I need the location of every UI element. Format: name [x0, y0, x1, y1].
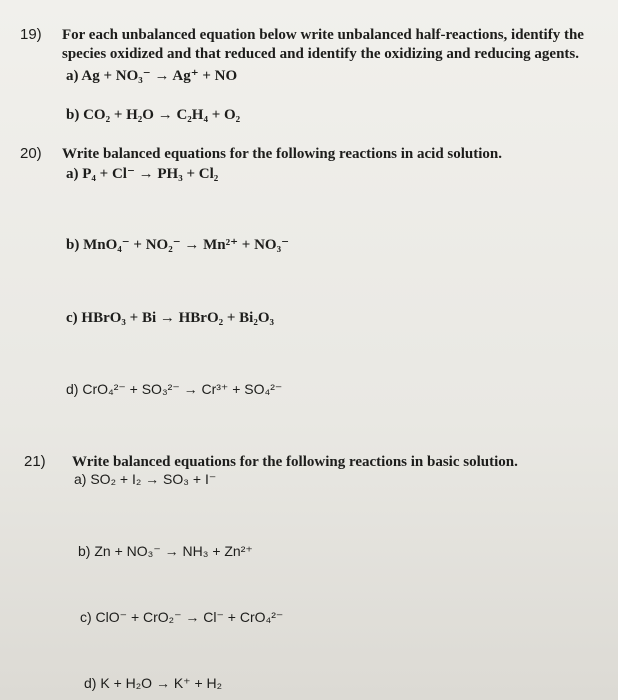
question-20-number: 20) [20, 145, 42, 162]
question-19-part-a: a) Ag + NO₃⁻ → Ag⁺ + NO [66, 68, 238, 84]
question-20-part-d: d) CrO₄²⁻ + SO₃²⁻ → Cr³⁺ + SO₄²⁻ [66, 381, 283, 397]
question-19-line-2: species oxidized and that reduced and identify the oxidizing and reducing agents. [62, 46, 580, 62]
question-19-part-b: b) CO₂ + H₂O → C₂H₄ + O₂ [66, 107, 241, 123]
question-19-line-1: For each unbalanced equation below write unbalanced half-reactions, identify the [62, 27, 584, 43]
question-21-part-c: c) ClO⁻ + CrO₂⁻ → Cl⁻ + CrO₄²⁻ [80, 609, 284, 625]
question-20-part-b: b) MnO₄⁻ + NO₂⁻ → Mn²⁺ + NO₃⁻ [66, 237, 290, 253]
question-20-part-a: a) P₄ + Cl⁻ → PH₃ + Cl₂ [66, 166, 219, 182]
question-21-number: 21) [24, 453, 46, 470]
question-21-part-a: a) SO₂ + I₂ → SO₃ + I⁻ [74, 471, 217, 487]
question-21-part-d: d) K + H₂O → K⁺ + H₂ [84, 675, 223, 691]
question-20-title: Write balanced equations for the following reactions in acid solution. [62, 146, 503, 162]
question-21-part-b: b) Zn + NO₃⁻ → NH₃ + Zn²⁺ [78, 543, 253, 559]
question-19-number: 19) [20, 26, 42, 43]
question-20-part-c: c) HBrO₃ + Bi → HBrO₂ + Bi₂O₃ [66, 310, 274, 326]
question-21-title: Write balanced equations for the following reactions in basic solution. [72, 454, 518, 470]
